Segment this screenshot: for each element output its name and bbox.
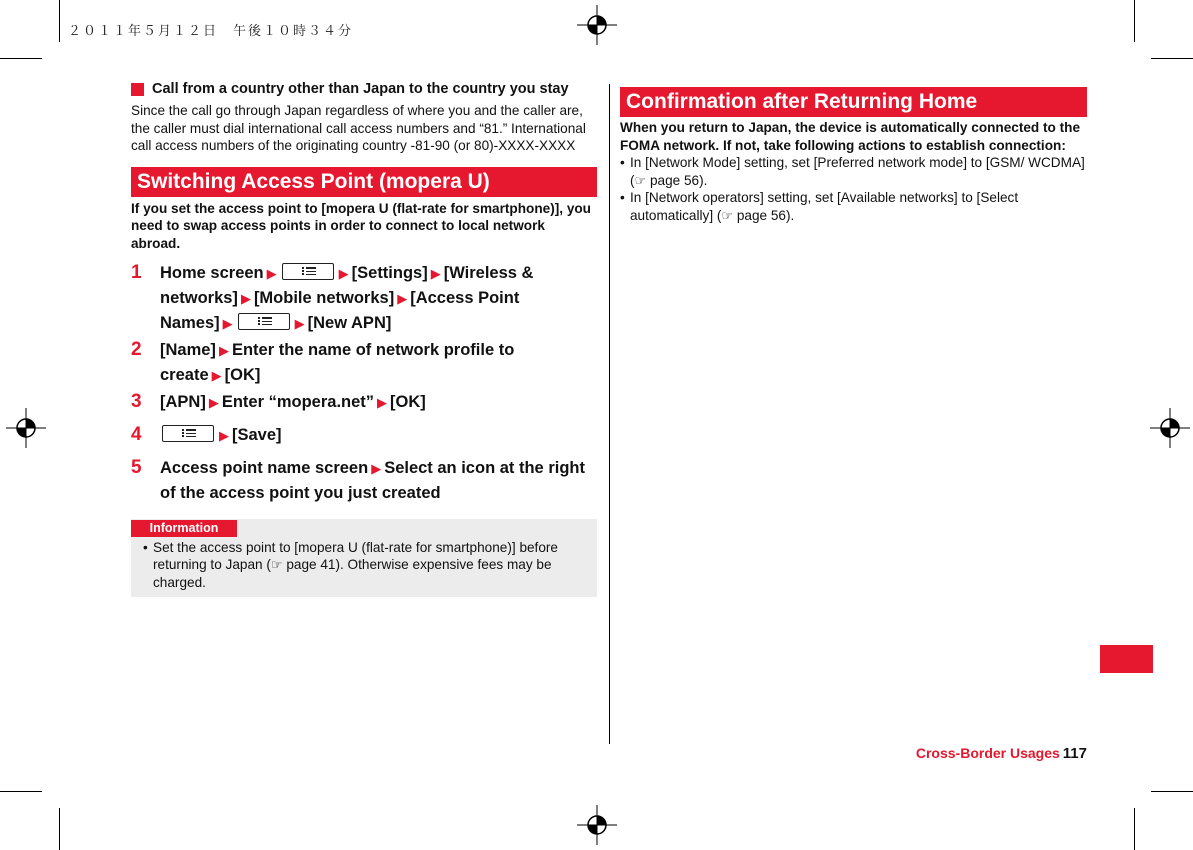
section-title-switching: Switching Access Point (mopera U) xyxy=(131,167,597,197)
arrow-icon: ▶ xyxy=(211,367,222,383)
step-text: Home screen ▶ ▶ [Settings] ▶ [Wireless & networks] ▶ [Mobile networks] ▶ [Access Point Names] ▶ ▶ [New APN] xyxy=(160,263,534,332)
bullet-icon: • xyxy=(143,539,148,555)
page-reference: page 56 xyxy=(736,207,786,223)
registration-mark-icon xyxy=(577,5,617,45)
registration-mark-icon xyxy=(1150,408,1190,448)
registration-mark-icon xyxy=(577,805,617,845)
step-number: 1 xyxy=(131,261,142,283)
page-number: 117 xyxy=(1062,745,1087,762)
step-2 xyxy=(131,338,597,388)
chapter-index-tab xyxy=(1100,645,1153,673)
crop-mark xyxy=(1134,0,1135,42)
hand-pointer-icon: ☞ xyxy=(634,172,647,188)
section-lead: If you set the access point to [mopera U (flat-rate for smartphone)], you need to swap access points in order to connect to local network abroad. xyxy=(131,200,591,251)
list-item: • In [Network operators] setting, set [Available networks] to [Select automatically] (☞ page 56). xyxy=(620,190,1019,223)
crop-mark xyxy=(59,0,60,42)
page-reference: page 56 xyxy=(649,172,700,188)
hand-pointer-icon: ☞ xyxy=(721,207,734,223)
crop-mark xyxy=(0,791,42,792)
registration-mark-icon xyxy=(6,408,46,448)
arrow-icon: ▶ xyxy=(218,342,229,358)
step-3 xyxy=(131,390,597,415)
step-number: 2 xyxy=(131,338,142,360)
step-number: 4 xyxy=(131,423,142,445)
arrow-icon: ▶ xyxy=(266,265,277,281)
menu-key-icon xyxy=(282,263,334,280)
left-column xyxy=(131,80,597,597)
right-column xyxy=(620,87,1087,225)
information-label: Information xyxy=(131,520,237,537)
red-square-icon xyxy=(131,83,144,96)
bullet-icon: • xyxy=(620,155,625,171)
bullet-icon: • xyxy=(620,190,625,206)
step-5 xyxy=(131,456,597,505)
hand-pointer-icon: ☞ xyxy=(270,557,283,573)
list-item: • In [Network Mode] setting, set [Preferred network mode] to [GSM/ WCDMA] (☞ page 56). xyxy=(620,155,1085,188)
subheading xyxy=(131,80,597,98)
step-text: [APN] ▶ Enter “mopera.net” ▶ [OK] xyxy=(160,392,426,411)
arrow-icon: ▶ xyxy=(397,290,408,306)
column-divider xyxy=(609,84,610,744)
step-list xyxy=(131,261,597,505)
arrow-icon: ▶ xyxy=(294,315,305,331)
crop-mark xyxy=(1134,808,1135,850)
crop-mark xyxy=(0,58,42,59)
step-text: [Name] ▶ Enter the name of network profile to create ▶ [OK] xyxy=(160,340,515,384)
confirmation-lead: When you return to Japan, the device is automatically connected to the FOMA network. If not, take following actions to establish connection: xyxy=(620,120,1081,153)
arrow-icon: ▶ xyxy=(240,290,251,306)
print-timestamp: ２０１１年５月１２日 午後１０時３４分 xyxy=(68,24,354,39)
step-1 xyxy=(131,261,597,336)
crop-mark xyxy=(1151,58,1193,59)
arrow-icon: ▶ xyxy=(371,460,382,476)
page-footer xyxy=(916,745,1087,762)
arrow-icon: ▶ xyxy=(430,265,441,281)
arrow-icon: ▶ xyxy=(222,315,233,331)
footer-section-name: Cross-Border Usages xyxy=(915,745,1060,761)
step-4 xyxy=(131,423,597,448)
subheading-text: Call from a country other than Japan to the country you stay xyxy=(152,81,569,97)
menu-key-icon xyxy=(238,313,290,330)
arrow-icon: ▶ xyxy=(208,394,219,410)
intro-text: Since the call go through Japan regardless of where you and the caller are, the caller must dial international call access numbers and “81.” International call access numbers of the originating country -81-90 (or 80)-XXXX-XXXX xyxy=(131,103,586,154)
step-number: 3 xyxy=(131,390,142,412)
information-box xyxy=(131,519,597,598)
crop-mark xyxy=(1151,791,1193,792)
step-text: ▶ [Save] xyxy=(160,423,282,448)
crop-mark xyxy=(59,808,60,850)
page-reference: page 41 xyxy=(286,557,336,573)
information-text: • Set the access point to [mopera U (flat-rate for smartphone)] before returning to Japan (☞ page 41). Otherwise expensive fees may be charged. xyxy=(143,539,558,590)
menu-key-icon xyxy=(162,425,214,442)
arrow-icon: ▶ xyxy=(219,427,229,443)
section-title-confirmation: Confirmation after Returning Home xyxy=(620,87,1087,117)
step-text: Access point name screen ▶ Select an icon at the right of the access point you just created xyxy=(160,458,585,502)
arrow-icon: ▶ xyxy=(338,265,349,281)
arrow-icon: ▶ xyxy=(377,394,388,410)
step-number: 5 xyxy=(131,456,142,478)
